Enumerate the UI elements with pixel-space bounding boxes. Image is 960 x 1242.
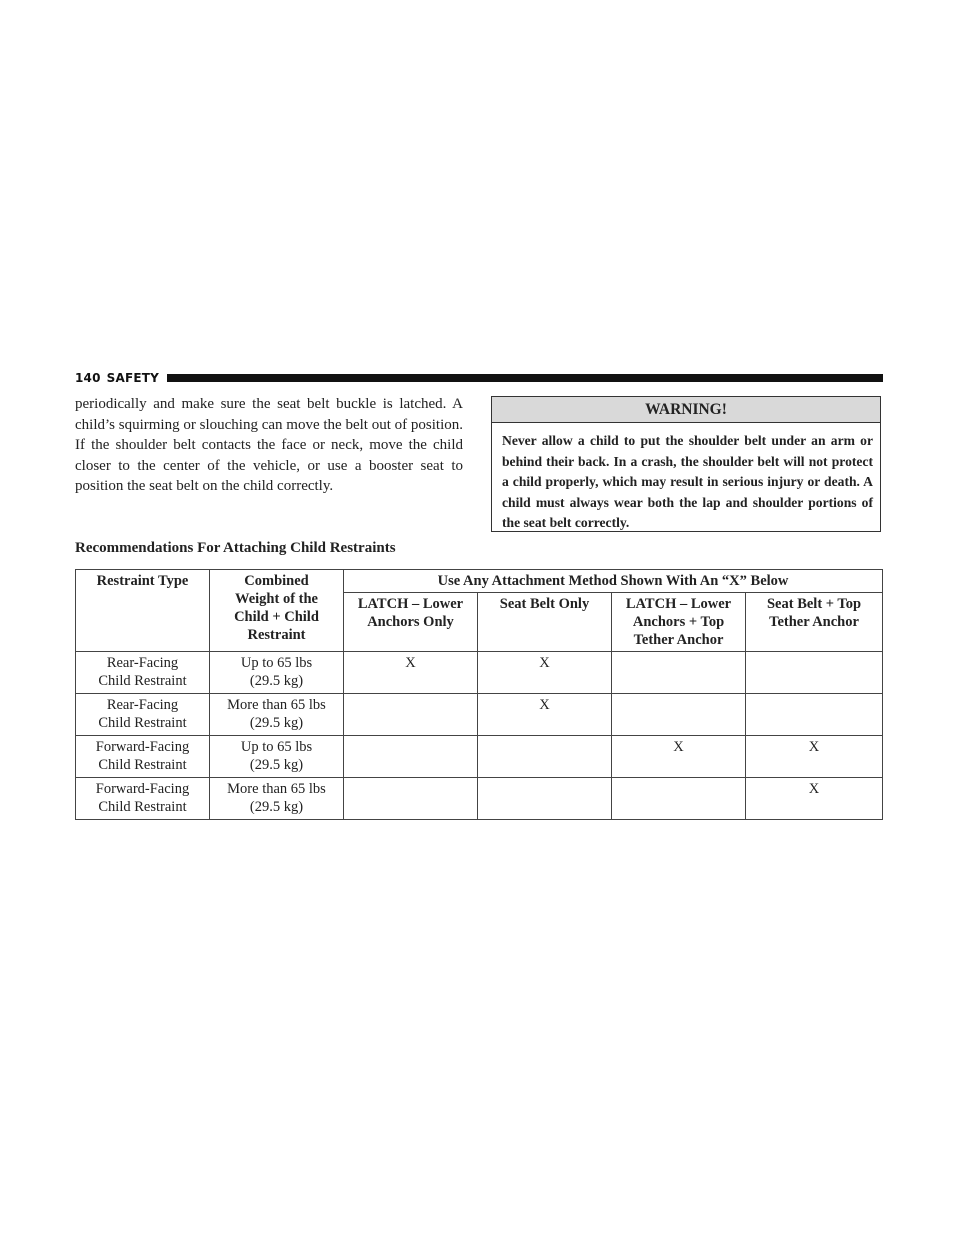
warning-title: WARNING! <box>492 397 880 423</box>
recommendations-table <box>75 569 883 820</box>
body-paragraph: periodically and make sure the seat belt buckle is latched. A child’s squirming or slouching can move the belt out of position. If the shoulder belt contacts the face or neck, move the child closer to the center of the vehicle, or use a booster seat to position the seat belt on the child correctly. <box>75 396 463 494</box>
cell-mark <box>746 694 883 736</box>
cell-line: Up to 65 lbs <box>240 655 313 671</box>
cell-line: More than 65 lbs <box>227 697 326 713</box>
cell-line: More than 65 lbs <box>227 781 326 797</box>
cell-mark: X <box>746 778 883 820</box>
table-row <box>76 778 883 820</box>
subheader-line: Anchors Only <box>367 614 454 630</box>
cell-line: Forward-Facing <box>95 781 190 797</box>
subheader-line: Seat Belt + Top <box>766 596 862 612</box>
cell-line: Forward-Facing <box>95 739 190 755</box>
header-rule <box>167 374 883 382</box>
cell-line: Child Restraint <box>98 799 187 815</box>
cell-mark <box>344 778 478 820</box>
cell-weight <box>210 736 344 778</box>
subheader-line: Tether Anchor <box>769 614 859 630</box>
page-number: 140 <box>75 371 101 385</box>
header-weight-line: Child + Child <box>234 609 319 625</box>
cell-mark <box>344 694 478 736</box>
cell-mark <box>478 778 612 820</box>
header-weight-line: Weight of the <box>235 591 318 607</box>
cell-line: (29.5 kg) <box>249 757 304 773</box>
table-row <box>76 652 883 694</box>
subheader-latch-lower <box>344 593 478 652</box>
subheader-line: LATCH – Lower <box>357 596 464 612</box>
subheader-line: LATCH – Lower <box>625 596 732 612</box>
cell-line: Child Restraint <box>98 715 187 731</box>
subheader-line: Seat Belt Only <box>499 596 590 612</box>
cell-mark <box>746 652 883 694</box>
cell-mark <box>344 736 478 778</box>
subheader-seat-belt-only <box>478 593 612 652</box>
cell-line: (29.5 kg) <box>249 799 304 815</box>
table-row <box>76 694 883 736</box>
cell-mark: X <box>746 736 883 778</box>
cell-mark: X <box>478 694 612 736</box>
cell-line: Up to 65 lbs <box>240 739 313 755</box>
cell-line: Child Restraint <box>98 757 187 773</box>
cell-line: (29.5 kg) <box>249 715 304 731</box>
cell-mark <box>612 694 746 736</box>
warning-box <box>491 396 881 532</box>
cell-weight <box>210 778 344 820</box>
header-weight-line: Combined <box>244 573 309 589</box>
subheader-line: Anchors + Top <box>632 614 725 630</box>
header-restraint-type: Restraint Type <box>76 570 210 652</box>
table-title: Recommendations For Attaching Child Restraints <box>75 540 396 556</box>
table-row <box>76 736 883 778</box>
cell-mark <box>612 778 746 820</box>
subheader-line: Tether Anchor <box>633 632 724 648</box>
cell-mark: X <box>344 652 478 694</box>
section-title: SAFETY <box>106 371 160 385</box>
cell-line: Child Restraint <box>98 673 187 689</box>
header-weight-line: Restraint <box>247 627 306 643</box>
cell-mark <box>478 736 612 778</box>
header-attachment-group: Use Any Attachment Method Shown With An “X” Below <box>344 570 883 593</box>
cell-restraint-type <box>76 736 210 778</box>
subheader-seat-belt-top-tether <box>746 593 883 652</box>
cell-mark: X <box>478 652 612 694</box>
page-header <box>75 371 883 385</box>
cell-line: Rear-Facing <box>106 697 179 713</box>
cell-line: (29.5 kg) <box>249 673 304 689</box>
cell-weight <box>210 694 344 736</box>
header-weight <box>210 570 344 652</box>
cell-line: Rear-Facing <box>106 655 179 671</box>
cell-mark <box>612 652 746 694</box>
warning-text: Never allow a child to put the shoulder belt under an arm or behind their back. In a crash, the shoulder belt will not protect a child properly, which may result in serious injury or death. A child must always wear both the lap and shoulder portions of the seat belt correctly. <box>502 433 873 530</box>
cell-restraint-type <box>76 652 210 694</box>
cell-weight <box>210 652 344 694</box>
subheader-latch-top-tether <box>612 593 746 652</box>
cell-mark: X <box>612 736 746 778</box>
cell-restraint-type <box>76 694 210 736</box>
cell-restraint-type <box>76 778 210 820</box>
